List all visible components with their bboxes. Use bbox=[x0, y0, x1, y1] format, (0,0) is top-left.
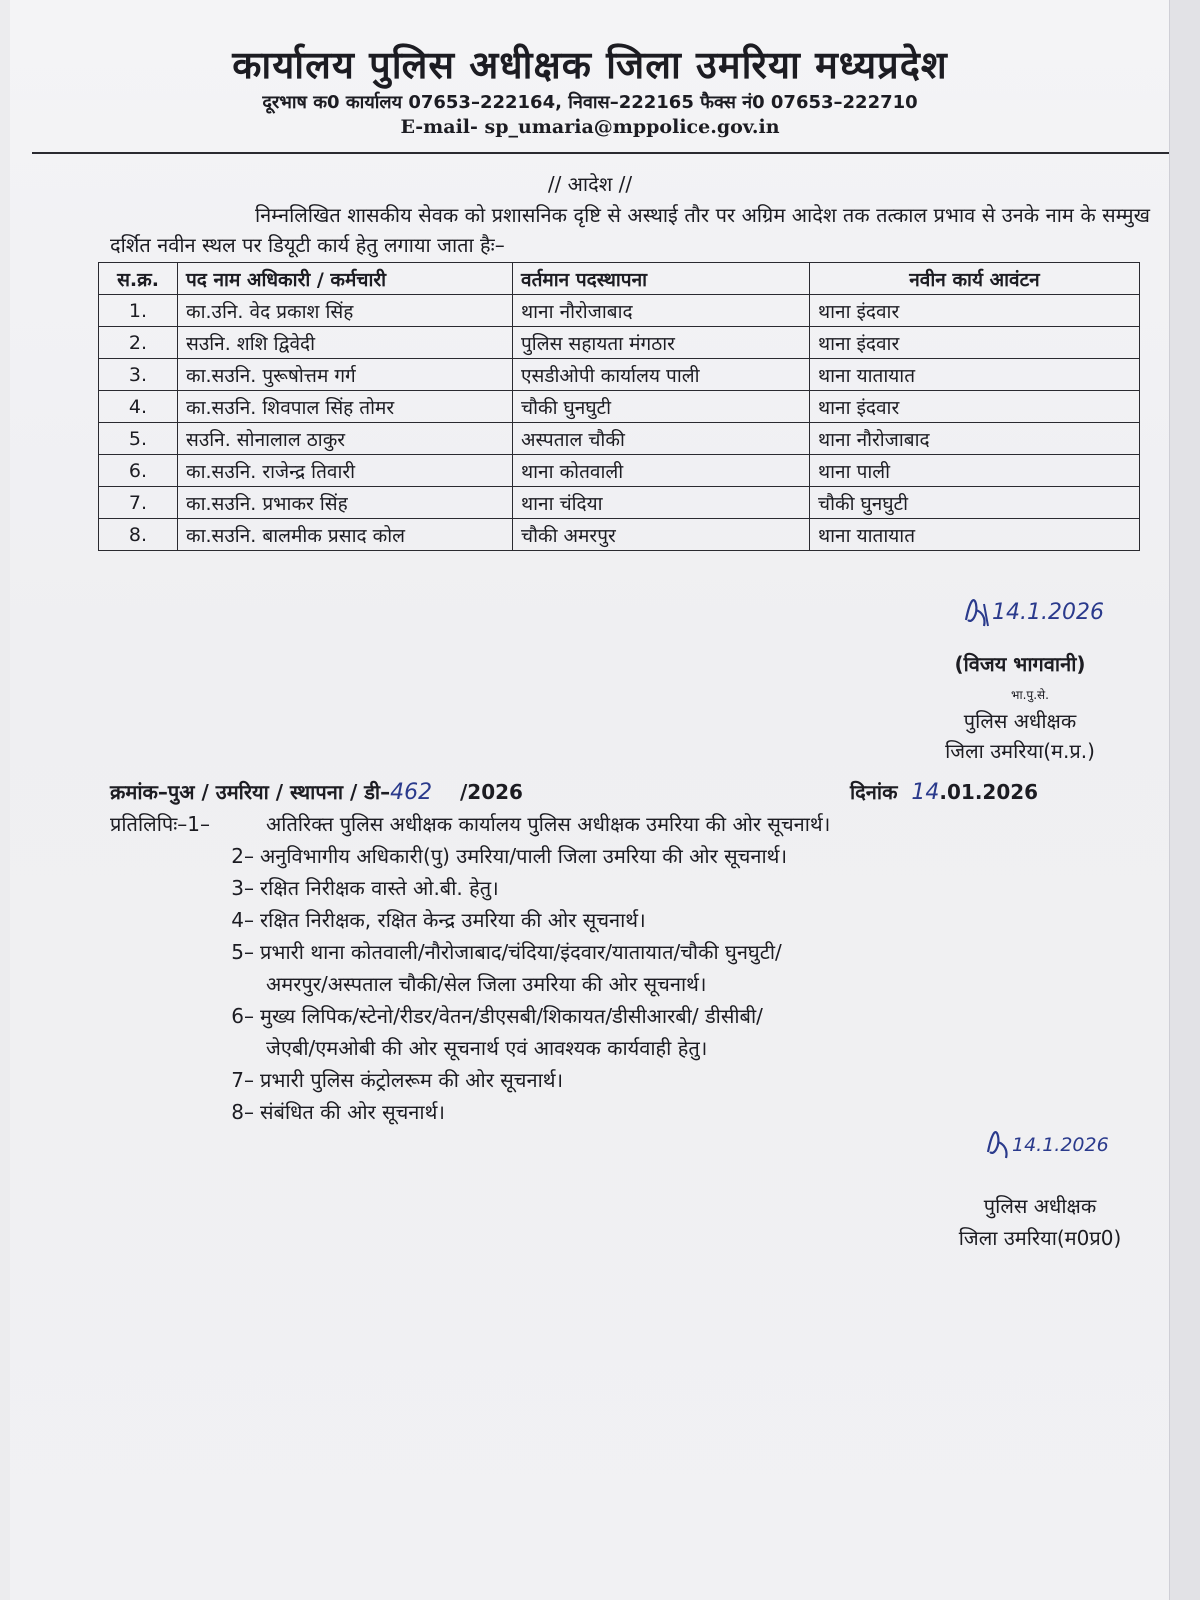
copy-item bbox=[110, 1064, 1130, 1096]
copy-text: अतिरिक्त पुलिस अधीक्षक कार्यालय पुलिस अधीक्षक उमरिया की ओर सूचनार्थ। bbox=[266, 812, 831, 836]
cell-new-assignment: चौकी घुनघुटी bbox=[810, 487, 1140, 519]
cell-name: सउनि. सोनालाल ठाकुर bbox=[178, 423, 513, 455]
copy-item bbox=[110, 872, 1130, 904]
copy-item bbox=[110, 1096, 1130, 1128]
cell-current-posting: एसडीओपी कार्यालय पाली bbox=[513, 359, 810, 391]
cell-current-posting: चौकी घुनघुटी bbox=[513, 391, 810, 423]
cell-current-posting: चौकी अमरपुर bbox=[513, 519, 810, 551]
document-page bbox=[10, 0, 1170, 1600]
col-current-posting: वर्तमान पदस्थापना bbox=[513, 263, 810, 295]
cell-new-assignment: थाना इंदवार bbox=[810, 391, 1140, 423]
signature-1-date: 14.1.2026 bbox=[992, 600, 1104, 625]
cell-name: का.सउनि. बालमीक प्रसाद कोल bbox=[178, 519, 513, 551]
cell-name: का.सउनि. शिवपाल सिंह तोमर bbox=[178, 391, 513, 423]
table-row bbox=[99, 327, 1140, 359]
cell-serial: 3. bbox=[99, 359, 178, 391]
copy-number: 2– bbox=[231, 844, 254, 868]
copy-number: 3– bbox=[231, 876, 254, 900]
copy-number: 6– bbox=[231, 1004, 254, 1028]
cell-name: का.सउनि. पुरूषोत्तम गर्ग bbox=[178, 359, 513, 391]
copy-text: प्रभारी थाना कोतवाली/नौरोजाबाद/चंदिया/इंदवार/यातायात/चौकी घुनघुटी/ bbox=[260, 940, 782, 964]
order-number-suffix: /2026 bbox=[459, 780, 523, 804]
cell-new-assignment: थाना इंदवार bbox=[810, 295, 1140, 327]
copy-list bbox=[110, 808, 1130, 1128]
copy-item bbox=[110, 1000, 1130, 1032]
date-handwritten: 14 bbox=[911, 780, 940, 805]
cell-serial: 8. bbox=[99, 519, 178, 551]
copy-number: 8– bbox=[231, 1100, 254, 1124]
copy-item bbox=[110, 840, 1130, 872]
order-number-handwritten: 462 bbox=[390, 780, 433, 805]
table-row bbox=[99, 487, 1140, 519]
copy-item bbox=[110, 808, 1130, 840]
adjacent-sheet-edge bbox=[1169, 0, 1200, 1600]
cell-current-posting: थाना कोतवाली bbox=[513, 455, 810, 487]
col-new-assignment: नवीन कार्य आवंटन bbox=[810, 263, 1140, 295]
col-serial: स.क्र. bbox=[99, 263, 178, 295]
cell-serial: 2. bbox=[99, 327, 178, 359]
cell-new-assignment: थाना नौरोजाबाद bbox=[810, 423, 1140, 455]
email-line: E-mail- sp_umaria@mppolice.gov.in bbox=[400, 116, 780, 138]
copy-text-continued: अमरपुर/अस्पताल चौकी/सेल जिला उमरिया की ओर सूचनार्थ। bbox=[266, 972, 707, 996]
signatory-name: (विजय भागवानी) bbox=[954, 652, 1086, 676]
copy-text: प्रभारी पुलिस कंट्रोलरूम की ओर सूचनार्थ। bbox=[260, 1068, 564, 1092]
date-label: दिनांक bbox=[850, 780, 898, 804]
footer-designation: पुलिस अधीक्षक bbox=[983, 1194, 1097, 1218]
cell-new-assignment: थाना इंदवार bbox=[810, 327, 1140, 359]
table-row bbox=[99, 455, 1140, 487]
order-number-prefix: क्रमांक–पुअ / उमरिया / स्थापना / डी– bbox=[110, 780, 391, 804]
cell-new-assignment: थाना यातायात bbox=[810, 359, 1140, 391]
signatory-designation: पुलिस अधीक्षक bbox=[963, 709, 1077, 733]
signature-2-date: 14.1.2026 bbox=[1012, 1134, 1109, 1156]
order-intro-text: निम्नलिखित शासकीय सेवक को प्रशासनिक दृष्टि से अस्थाई तौर पर अग्रिम आदेश तक तत्काल प्रभाव से उनके नाम के सम्मुख दर्शित नवीन स्थल पर डियूटी कार्य हेतु लगाया जाता हैः– bbox=[110, 203, 1150, 257]
order-title: // आदेश // bbox=[547, 172, 633, 196]
footer-signatory bbox=[925, 1190, 1155, 1254]
cell-new-assignment: थाना यातायात bbox=[810, 519, 1140, 551]
cell-serial: 7. bbox=[99, 487, 178, 519]
cell-name: का.सउनि. प्रभाकर सिंह bbox=[178, 487, 513, 519]
header-divider bbox=[32, 152, 1182, 154]
order-number bbox=[110, 778, 523, 805]
table-row bbox=[99, 519, 1140, 551]
copy-text: रक्षित निरीक्षक, रक्षित केन्द्र उमरिया की ओर सूचनार्थ। bbox=[260, 908, 646, 932]
order-date bbox=[850, 778, 1038, 805]
signatory-service: भा.पु.से. bbox=[1011, 688, 1049, 702]
table-row bbox=[99, 295, 1140, 327]
signatory-district: जिला उमरिया(म.प्र.) bbox=[945, 739, 1095, 763]
table-header-row bbox=[99, 263, 1140, 295]
copy-number: 4– bbox=[231, 908, 254, 932]
table-row bbox=[99, 391, 1140, 423]
cell-current-posting: अस्पताल चौकी bbox=[513, 423, 810, 455]
cell-current-posting: थाना चंदिया bbox=[513, 487, 810, 519]
cell-name: का.सउनि. राजेन्द्र तिवारी bbox=[178, 455, 513, 487]
transfer-table bbox=[98, 262, 1140, 551]
copy-label: प्रतिलिपिः–1– bbox=[110, 812, 211, 836]
cell-serial: 6. bbox=[99, 455, 178, 487]
date-suffix: .01.2026 bbox=[939, 780, 1039, 804]
cell-new-assignment: थाना पाली bbox=[810, 455, 1140, 487]
cell-serial: 4. bbox=[99, 391, 178, 423]
signatory-block bbox=[905, 706, 1135, 766]
copy-text: मुख्य लिपिक/स्टेनो/रीडर/वेतन/डीएसबी/शिकायत/डीसीआरबी/ डीसीबी/ bbox=[260, 1004, 763, 1028]
copy-item bbox=[110, 936, 1130, 968]
cell-current-posting: पुलिस सहायता मंगठार bbox=[513, 327, 810, 359]
copy-text: संबंधित की ओर सूचनार्थ। bbox=[260, 1100, 445, 1124]
office-title: कार्यालय पुलिस अधीक्षक जिला उमरिया मध्यप्रदेश bbox=[232, 43, 948, 87]
copy-number: 7– bbox=[231, 1068, 254, 1092]
copy-text: रक्षित निरीक्षक वास्ते ओ.बी. हेतु। bbox=[260, 876, 499, 900]
copy-text: अनुविभागीय अधिकारी(पु) उमरिया/पाली जिला उमरिया की ओर सूचनार्थ। bbox=[260, 844, 788, 868]
cell-name: का.उनि. वेद प्रकाश सिंह bbox=[178, 295, 513, 327]
footer-district: जिला उमरिया(म0प्र0) bbox=[958, 1226, 1122, 1250]
copy-item bbox=[110, 904, 1130, 936]
col-name: पद नाम अधिकारी / कर्मचारी bbox=[178, 263, 513, 295]
cell-current-posting: थाना नौरोजाबाद bbox=[513, 295, 810, 327]
copy-number: 5– bbox=[231, 940, 254, 964]
phone-line: दूरभाष क0 कार्यालय 07653–222164, निवास–222165 फैक्स नं0 07653–222710 bbox=[262, 92, 918, 113]
cell-serial: 5. bbox=[99, 423, 178, 455]
copy-text-continued: जेएबी/एमओबी की ओर सूचनार्थ एवं आवश्यक कार्यवाही हेतु। bbox=[266, 1036, 708, 1060]
cell-name: सउनि. शशि द्विवेदी bbox=[178, 327, 513, 359]
table-row bbox=[99, 423, 1140, 455]
order-intro bbox=[110, 200, 1150, 260]
cell-serial: 1. bbox=[99, 295, 178, 327]
table-row bbox=[99, 359, 1140, 391]
